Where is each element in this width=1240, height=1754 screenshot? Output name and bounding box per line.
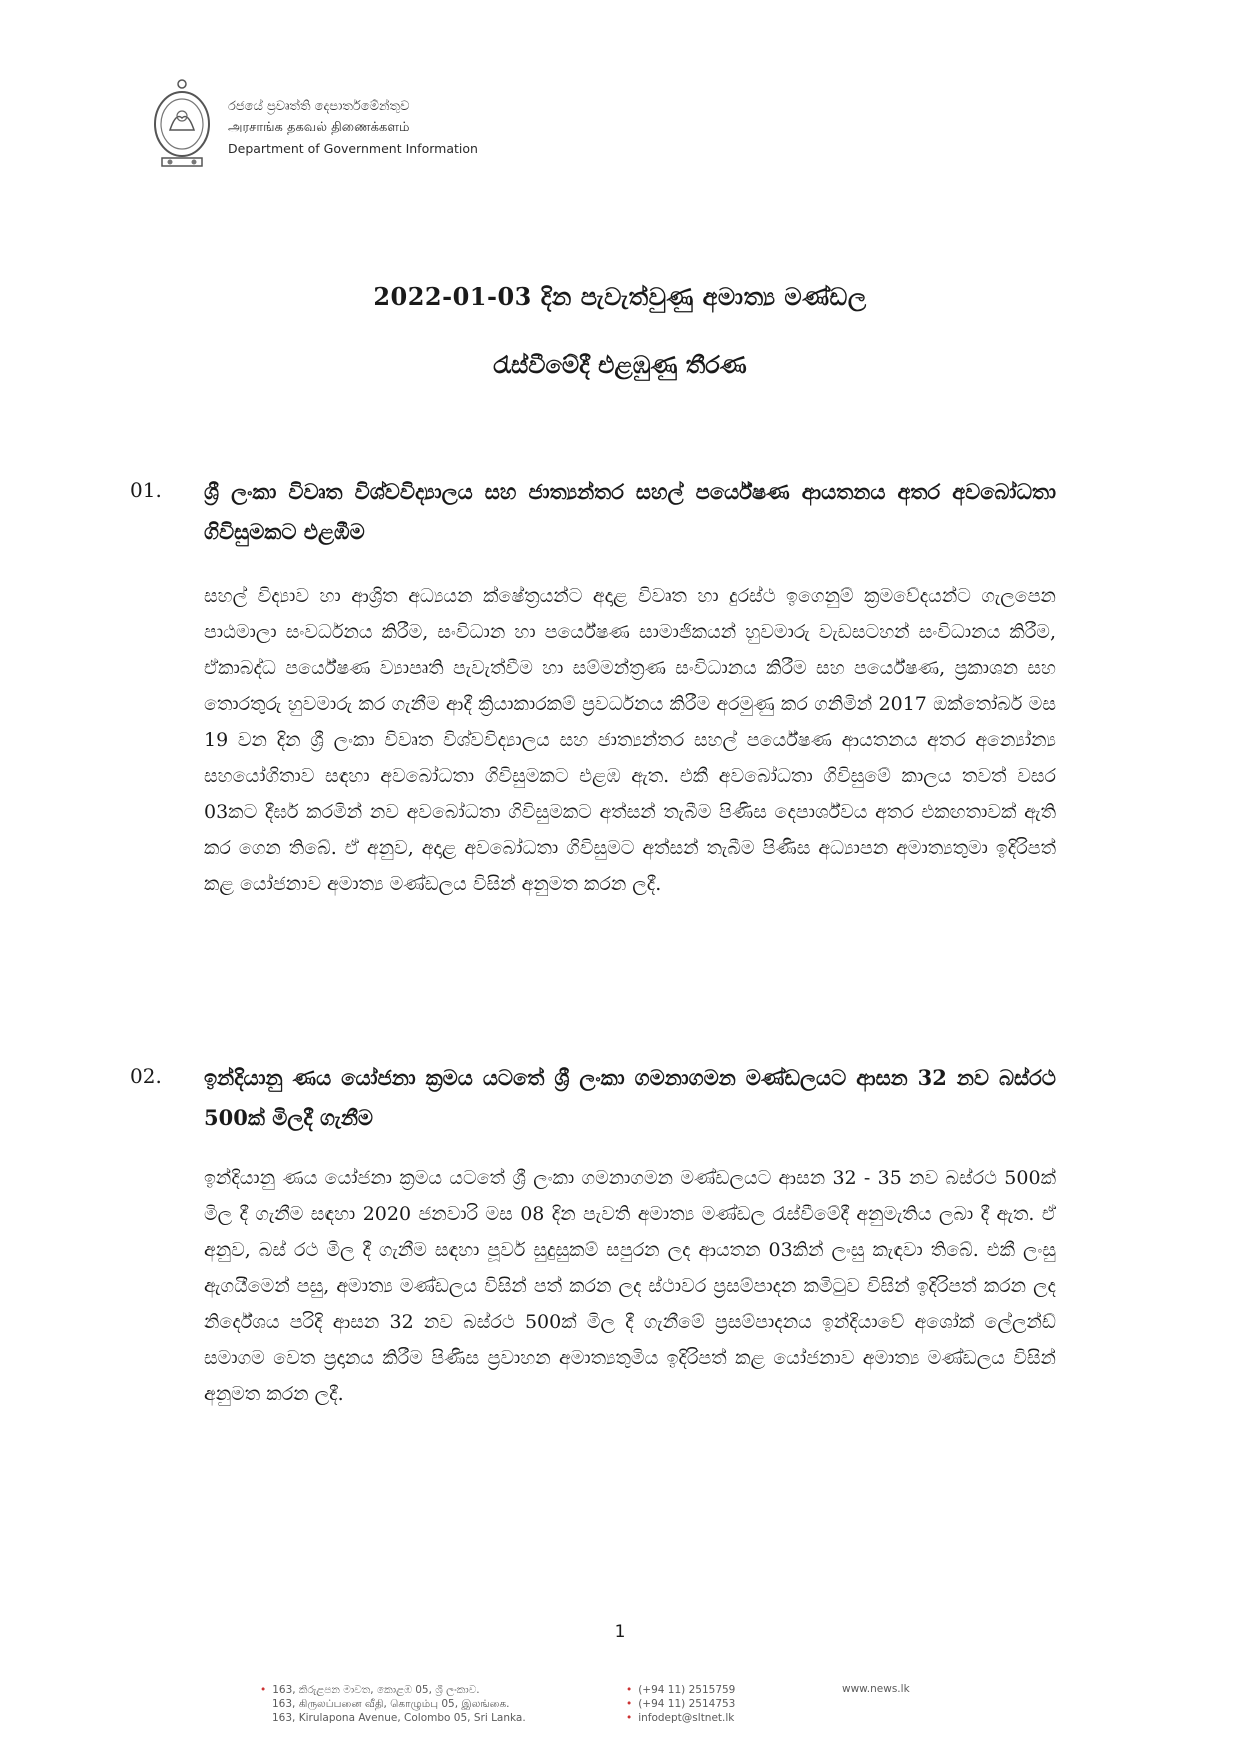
bullet-icon: •: [260, 1684, 267, 1696]
section-heading: ශ්‍රී ලංකා විවෘත විශ්වවිද්‍යාලය සහ ජාත්‍යන්තර සහල් පර්යේෂණ ආයතනය අතර අවබෝධතා ගිවිසුමකට එළඹීම: [204, 479, 1056, 544]
address-sinhala: 163, කිරුළපන මාවත, කොළඹ 05, ශ්‍රී ලංකාව.: [272, 1684, 480, 1696]
footer-contact: [626, 1683, 826, 1725]
dept-name-sinhala: රජයේ ප්‍රවෘත්ති දෙපාර්තමේන්තුව: [228, 98, 410, 114]
address-english: 163, Kirulapona Avenue, Colombo 05, Sri Lanka.: [272, 1712, 526, 1724]
section-body: සහල් විද්‍යාව හා ආශ්‍රිත අධ්‍යයන ක්ෂේත්‍රයන්ට අදාළ විවෘත හා දුරස්ථ ඉගෙනුම් ක්‍රමවේදයන්ට ගැලපෙන පාඨමාලා සංවර්ධනය කිරීම, සංවිධාන හා පර්යේෂණ සාමාජිකයන් හුවමාරු වැඩසටහන් සංවිධානය කිරීම, ඒකාබද්ධ පර්යේෂණ ව්‍යාපෘති පැවැත්වීම හා සම්මන්ත්‍රණ සංවිධානය කිරීම සහ පර්යේෂණ, ප්‍රකාශන සහ තොරතුරු හුවමාරු කර ගැනීම ආදී ක්‍රියාකාරකම් ප්‍රවර්ධනය කිරීම අරමුණු කර ගනිමින් 2017 ඔක්තෝබර් මස 19 වන දින ශ්‍රී ලංකා විවෘත විශ්වවිද්‍යාලය සහ ජාත්‍යන්තර සහල් පර්යේෂණ ආයතනය අතර අන්‍යෝන්‍ය සහයෝගිතාව සඳහා අවබෝධතා ගිවිසුමකට එළඹ ඇත. එකී අවබෝධතා ගිවිසුමේ කාලය තවත් වසර 03කට දීර්ඝ කරමින් නව අවබෝධතා ගිවිසුමකට අත්සන් තැබීම පිණිස දෙපාර්ශ්වය අතර එකඟතාවක් ඇති කර ගෙන තිබේ. ඒ අනුව, අදාළ අවබෝධතා ගිවිසුමට අත්සන් තැබීම පිණිස අධ්‍යාපන අමාත්‍යතුමා ඉදිරිපත් කළ යෝජනාව අමාත්‍ය මණ්ඩලය විසින් අනුමත කරන ලදී.: [204, 585, 1056, 895]
section-number: 02.: [130, 1064, 162, 1088]
address-tamil: 163, கிருலப்பனை வீதி, கொழும்பு 05, இலங்கை.: [272, 1698, 510, 1710]
dept-name-english: Department of Government Information: [228, 140, 478, 156]
page-number: 1: [614, 1622, 626, 1642]
section-number: 01.: [130, 478, 162, 502]
footer-address: [260, 1683, 560, 1725]
section-body: ඉන්දියානු ණය යෝජනා ක්‍රමය යටතේ ශ්‍රී ලංකා ගමනාගමන මණ්ඩලයට ආසන 32 - 35 නව බස්රථ 500ක් මිල දී ගැනීම සඳහා 2020 ජනවාරි මස 08 දින පැවති අමාත්‍ය මණ්ඩල රැස්වීමේදී අනුමැතිය ලබා දී ඇත. ඒ අනුව, බස් රථ මිල දී ගැනීම සඳහා පූර්ව සුදුසුකම් සපුරන ලද ආයතන 03කින් ලංසු කැඳවා තිබේ. එකී ලංසු ඇගයීමෙන් පසු, අමාත්‍ය මණ්ඩලය විසින් පත් කරන ලද ස්ථාවර ප්‍රසම්පාදන කමිටුව විසින් ඉදිරිපත් කරන ලද නිර්දේශය පරිදි ආසන 32 නව බස්රථ 500ක් මිල දී ගැනීමේ ප්‍රසම්පාදනය ඉන්දියාවේ අශෝක් ලේලන්ඩ් සමාගම වෙත ප්‍රදානය කිරීම පිණිස ප්‍රවාහන අමාත්‍යතුමිය ඉදිරිපත් කළ යෝජනාව අමාත්‍ය මණ්ඩලය විසින් අනුමත කරන ලදී.: [204, 1167, 1056, 1405]
email-address[interactable]: infodept@sltnet.lk: [638, 1712, 735, 1724]
sri-lanka-emblem-icon: [150, 78, 214, 176]
email-icon: •: [626, 1712, 633, 1724]
section-heading: ඉන්දියානු ණය යෝජනා ක්‍රමය යටතේ ශ්‍රී ලංකා ගමනාගමන මණ්ඩලයට ආසන 32 නව බස්රථ 500ක් මිලදී ගැනීම: [204, 1065, 1056, 1130]
phone-number: (+94 11) 2515759: [638, 1684, 736, 1696]
website-link[interactable]: www.news.lk: [842, 1683, 910, 1695]
phone-icon: •: [626, 1684, 633, 1696]
fax-number: (+94 11) 2514753: [638, 1698, 736, 1710]
dept-name-tamil: அரசாங்க தகவல் திணைக்களம்: [228, 119, 410, 135]
document-title-line2: රැස්වීමේදී එළඹුණු තීරණ: [493, 350, 747, 379]
document-title-line1: 2022-01-03 දින පැවැත්වුණු අමාත්‍ය මණ්ඩල: [373, 282, 867, 311]
letterhead: [150, 78, 478, 176]
fax-icon: •: [626, 1698, 633, 1710]
